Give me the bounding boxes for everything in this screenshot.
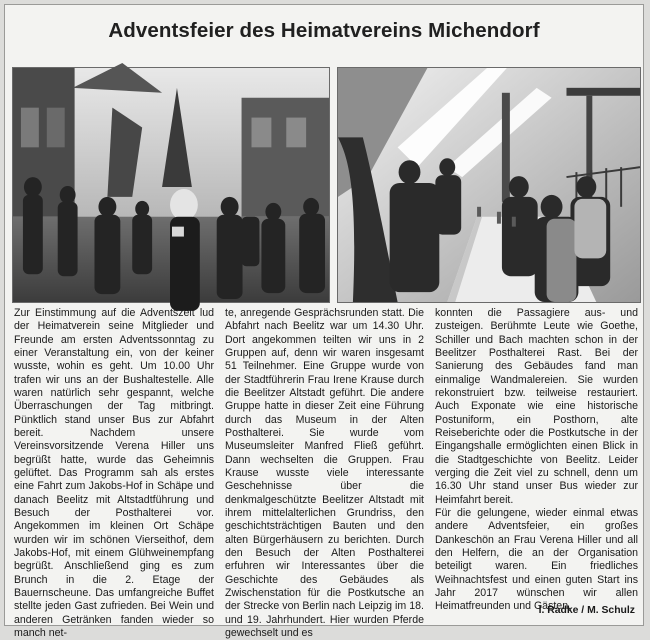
article-column-2: [225, 307, 424, 640]
newspaper-page: [4, 4, 644, 639]
photo-courtyard-gathering: [12, 67, 330, 303]
article-column-3: [435, 307, 638, 614]
article-headline: Adventsfeier des Heimatvereins Michendorf: [108, 19, 540, 42]
article-paragraph: Zur Einstimmung auf die Adventszeit lud der Heimatverein seine Mitglieder und Freunde am ersten Adventssonntag zu einer Veranstaltung ein, von der keiner wusste, wohin es geht. Um 10.00 Uhr trafen wir uns an der Bushaltestelle. Alle waren natürlich sehr gespannt, welche Überraschungen der Tag mitbringt. Pünktlich stand unser Bus zur Abfahrt bereit. Nachdem unsere Vereinsvorsitzende Verena Hiller uns begrüßt hatte, wurde das Geheimnis gelüftet. Das Programm sah als erstes eine Fahrt zum Jakobs-Hof in Schäpe und danach Beelitz mit Altstadtführung und Besuch der Posthalterei vor. Angekommen im kleinen Ort Schäpe wurden wir im schönen Vierseithof, dem Jakobs-Hof, mit einem Glühweinempfang begrüßt. Anschließend ging es zum Brunch in die 2. Etage der Bauernscheune. Das umfangreiche Buffet stellte jeden Gast zufrieden. Bei Wein und anderen Getränken fanden wieder so manch net-: [14, 307, 214, 639]
article-byline: I. Radke / M. Schulz: [538, 605, 635, 616]
article-paragraph: konnten die Passagiere aus- und zusteigen. Berühmte Leute wie Goethe, Schiller und Bach machten schon in der Beelitzer Posthalterei Rast. Bei der Sanierung des Gebäudes fand man einmalige Wandmalereien. Sie wurden rekonstruiert bzw. teilweise restauriert. Auch Exponate wie eine historische Postuniform, ein Posthorn, alte Reiseberichte oder die Postkutsche in der Eingangshalle ermöglichten einen Blick in die Stadtgeschichte von Beelitz. Leider verging die Zeit viel zu schnell, denn um 16.30 Uhr stand unser Bus wieder zur Heimfahrt bereit.: [435, 307, 638, 506]
article-closing-paragraph: Für die gelungene, wieder einmal etwas andere Adventsfeier, ein großes Dankeschön an Frau Verena Hiller und all den Helfern, die an der Organisation beteiligt waren. Ein friedliches Weihnachtsfest und einen guten Start ins Jahr 2017 wünschen wir allen Heimatfreunden und Gästen.: [435, 506, 638, 613]
article-column-1: [14, 307, 214, 640]
article-paragraph: te, anregende Gesprächsrunden statt. Die Abfahrt nach Beelitz war um 14.30 Uhr. Dort angekommen teilten wir uns in 2 Gruppen auf, denn wir waren insgesamt 51 Teilnehmer. Eine Gruppe wurde von der Stadtführerin Frau Irene Krause durch die Beelitzer Altstadt geführt. Die andere Gruppe hatte in dieser Zeit eine Führung durch das Museum in der Alten Posthalterei. Sie wurde vom Museumsleiter Manfred Fließ geführt. Dann wechselten die Gruppen. Frau Krause wusste viele interessante Geschehnisse über die denkmalgeschützte Beelitzer Altstadt mit ihrem mittelalterlichen Grundriss, den geschichtsträchtigen Bauten und den alten Bürgerhäusern zu berichten. Durch den Besuch der Alten Posthalterei erfuhren wir Interessantes über die Geschichte des Gebäudes als Zwischenstation für die Postkutsche an der Strecke von Berlin nach Leipzig im 18. und 19. Jahrhundert. Hier wurden Pferde gewechselt und es: [225, 307, 424, 639]
photo-barn-brunch-hall: [337, 67, 641, 303]
